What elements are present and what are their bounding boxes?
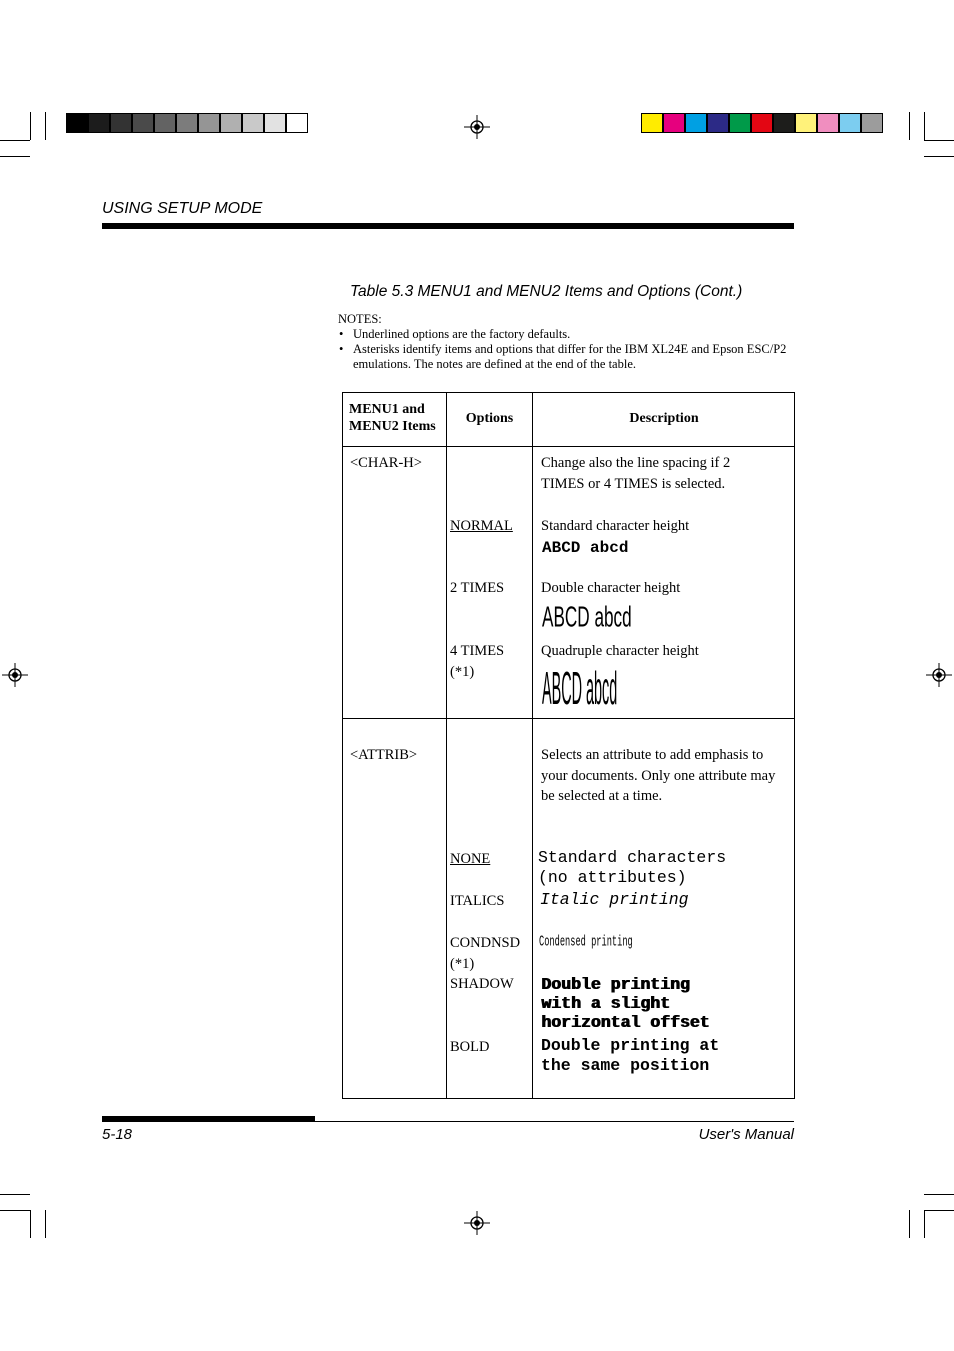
color-swatch [795,113,817,133]
bold-sample-line1: Double printing at [541,1036,720,1055]
shadow-sample-line1: Double printing [541,975,690,994]
shadow-sample-line3: horizontal offset [541,1013,710,1032]
color-swatch [242,113,264,133]
footer-rule [102,1121,794,1122]
option-shadow: SHADOW [450,976,514,992]
note-item: • Underlined options are the factory defaults. [338,327,788,342]
color-swatch [220,113,242,133]
registration-target-icon [464,115,490,139]
color-swatch [773,113,795,133]
none-sample-line1: Standard characters [538,848,727,867]
normal-desc: Standard character height [541,518,690,534]
option-italics: ITALICS [450,893,505,909]
crop-mark [909,112,910,140]
attrib-intro: Selects an attribute to add emphasis to your documents. Only one attribute may be selected at a time. [541,747,776,804]
four-times-sample: ABCD abcd [542,664,618,716]
color-swatch [861,113,883,133]
four-times-desc: Quadruple character height [541,643,699,659]
color-swatch [66,113,88,133]
crop-mark [924,140,954,141]
condnsd-note: (*1) [450,956,475,972]
crop-mark [45,1210,46,1238]
color-swatch [176,113,198,133]
item-char-h: <CHAR-H> [350,455,422,471]
crop-mark [30,112,31,140]
color-swatch [110,113,132,133]
manual-title: User's Manual [698,1126,794,1143]
color-swatch [264,113,286,133]
crop-mark [0,1210,30,1211]
color-swatch [685,113,707,133]
notes-title: NOTES: [338,312,382,326]
options-table [342,392,795,1099]
color-swatch [751,113,773,133]
normal-sample: ABCD abcd [542,539,629,557]
option-2-times: 2 TIMES [450,580,505,596]
note-item: • Asterisks identify items and options that differ for the IBM XL24E and Epson ESC/P2 emulations. The notes are defined at the end of the table. [338,342,788,372]
two-times-sample: ABCD abcd [542,600,632,634]
row-divider [343,446,794,447]
column-header-items: MENU1 and MENU2 Items [349,402,436,434]
option-4-times: 4 TIMES [450,643,505,659]
color-swatch [286,113,308,133]
char-h-intro: Change also the line spacing if 2 TIMES or 4 TIMES is selected. [541,455,731,492]
condnsd-sample: Condensed printing [539,934,633,951]
shadow-sample-line2: with a slight [541,994,670,1013]
crop-mark [924,112,925,140]
color-swatch [839,113,861,133]
table-caption: Table 5.3 MENU1 and MENU2 Items and Options (Cont.) [350,283,743,300]
crop-mark [0,140,30,141]
color-swatch [729,113,751,133]
italics-sample: Italic printing [540,890,689,909]
registration-target-icon [2,663,28,687]
grayscale-color-bar [66,113,308,133]
crop-mark [0,1194,30,1195]
crop-mark [924,156,954,157]
page-number: 5-18 [102,1126,133,1143]
crop-mark [924,1210,954,1211]
color-swatch [154,113,176,133]
crop-mark [924,1194,954,1195]
column-divider [532,393,533,1098]
bold-sample-line2: the same position [541,1056,710,1075]
color-swatch [707,113,729,133]
crop-mark [909,1210,910,1238]
color-swatch [641,113,663,133]
color-swatch [88,113,110,133]
crop-mark [0,156,30,157]
crop-mark [30,1210,31,1238]
color-swatch [663,113,685,133]
registration-target-icon [926,663,952,687]
option-bold: BOLD [450,1039,490,1055]
four-times-note: (*1) [450,664,475,680]
header-rule [102,223,794,229]
color-swatch [198,113,220,133]
notes-block [338,312,788,372]
none-sample-line2: (no attributes) [538,868,687,887]
crop-mark [924,1210,925,1238]
crop-mark [45,112,46,140]
column-header-options: Options [465,411,514,426]
registration-target-icon [464,1211,490,1235]
color-swatch [817,113,839,133]
column-divider [446,393,447,1098]
running-head: USING SETUP MODE [102,200,263,217]
option-none: NONE [450,851,491,867]
color-swatch [132,113,154,133]
two-times-desc: Double character height [541,580,681,596]
item-attrib: <ATTRIB> [350,747,418,763]
option-normal: NORMAL [450,518,513,534]
process-color-bar [641,113,883,133]
row-divider [343,718,794,719]
option-condnsd: CONDNSD [450,935,521,951]
column-header-description: Description [629,411,699,426]
